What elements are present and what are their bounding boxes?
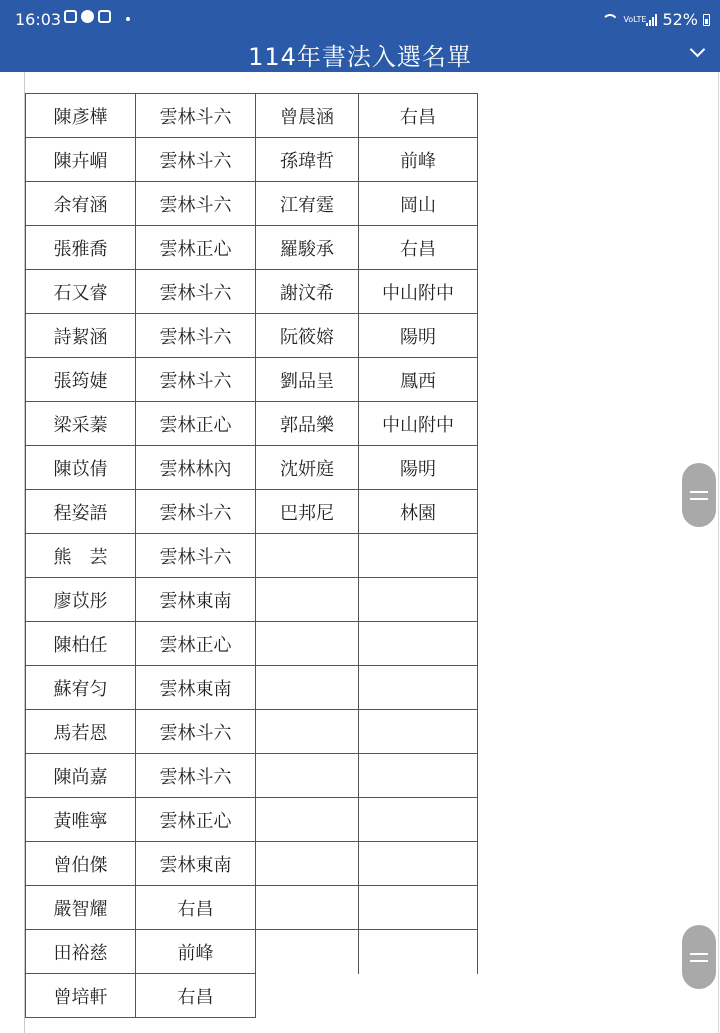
school-cell xyxy=(359,798,478,842)
school-cell: 中山附中 xyxy=(359,270,478,314)
gallery-icon xyxy=(64,10,77,23)
table-row xyxy=(26,314,478,358)
table-row xyxy=(26,754,478,798)
school-cell: 雲林正心 xyxy=(136,402,256,446)
school-cell: 雲林斗六 xyxy=(136,314,256,358)
school-cell: 雲林斗六 xyxy=(136,270,256,314)
school-cell: 雲林東南 xyxy=(136,842,256,886)
student-name-cell: 梁采蓁 xyxy=(26,402,136,446)
school-cell: 雲林正心 xyxy=(136,798,256,842)
school-cell: 雲林正心 xyxy=(136,622,256,666)
student-name-cell: 嚴智耀 xyxy=(26,886,136,930)
table-row xyxy=(26,446,478,490)
school-cell: 雲林斗六 xyxy=(136,94,256,138)
table-row xyxy=(26,226,478,270)
student-name-cell: 沈妍庭 xyxy=(256,446,359,490)
student-name-cell xyxy=(256,534,359,578)
page-right-edge xyxy=(718,72,719,1033)
table-row xyxy=(26,490,478,534)
school-cell: 雲林斗六 xyxy=(136,534,256,578)
facebook-icon xyxy=(81,10,94,23)
table-row xyxy=(26,930,478,974)
student-name-cell: 陳苡倩 xyxy=(26,446,136,490)
school-cell: 雲林東南 xyxy=(136,578,256,622)
table-row xyxy=(26,578,478,622)
school-cell xyxy=(359,534,478,578)
student-name-cell: 曾晨涵 xyxy=(256,94,359,138)
student-name-cell xyxy=(256,578,359,622)
student-name-cell: 程姿語 xyxy=(26,490,136,534)
empty-cell xyxy=(256,974,359,1018)
student-name-cell: 陳尚嘉 xyxy=(26,754,136,798)
school-cell: 岡山 xyxy=(359,182,478,226)
student-name-cell: 陳柏任 xyxy=(26,622,136,666)
student-name-cell xyxy=(256,930,359,974)
student-name-cell: 郭品樂 xyxy=(256,402,359,446)
scroll-handle-icon[interactable] xyxy=(682,463,716,527)
school-cell xyxy=(359,930,478,974)
school-cell xyxy=(359,886,478,930)
school-cell: 右昌 xyxy=(359,226,478,270)
student-name-cell: 曾伯傑 xyxy=(26,842,136,886)
school-cell: 雲林東南 xyxy=(136,666,256,710)
photos-icon xyxy=(98,10,111,23)
student-name-cell: 廖苡彤 xyxy=(26,578,136,622)
school-cell: 雲林斗六 xyxy=(136,138,256,182)
table-row xyxy=(26,402,478,446)
student-name-cell: 巴邦尼 xyxy=(256,490,359,534)
status-time: 16:03 xyxy=(15,10,62,29)
student-name-cell: 江宥霆 xyxy=(256,182,359,226)
app-bar xyxy=(0,0,720,72)
student-name-cell: 孫瑋哲 xyxy=(256,138,359,182)
school-cell xyxy=(359,622,478,666)
scroll-handle-icon[interactable] xyxy=(682,925,716,989)
status-bar xyxy=(0,0,720,36)
table-row xyxy=(26,138,478,182)
school-cell: 雲林斗六 xyxy=(136,182,256,226)
student-name-cell: 陳彥樺 xyxy=(26,94,136,138)
table-row xyxy=(26,798,478,842)
school-cell: 雲林林內 xyxy=(136,446,256,490)
table-row xyxy=(26,974,478,1018)
student-name-cell xyxy=(256,710,359,754)
table-row xyxy=(26,534,478,578)
school-cell: 雲林斗六 xyxy=(136,490,256,534)
status-right xyxy=(602,10,710,29)
student-name-cell xyxy=(256,798,359,842)
volte-icon: VoLTE xyxy=(623,14,647,24)
school-cell: 中山附中 xyxy=(359,402,478,446)
student-name-cell: 陳卉嵋 xyxy=(26,138,136,182)
school-cell: 雲林斗六 xyxy=(136,358,256,402)
roster-table xyxy=(25,93,478,1018)
notification-icons xyxy=(64,10,111,23)
school-cell: 雲林斗六 xyxy=(136,710,256,754)
student-name-cell: 曾培軒 xyxy=(26,974,136,1018)
school-cell: 陽明 xyxy=(359,314,478,358)
student-name-cell xyxy=(256,666,359,710)
student-name-cell: 阮筱嫆 xyxy=(256,314,359,358)
student-name-cell: 馬若恩 xyxy=(26,710,136,754)
student-name-cell: 詩絜涵 xyxy=(26,314,136,358)
student-name-cell: 羅駿承 xyxy=(256,226,359,270)
battery-percent: 52% xyxy=(662,10,698,29)
school-cell xyxy=(359,578,478,622)
student-name-cell: 田裕慈 xyxy=(26,930,136,974)
school-cell: 陽明 xyxy=(359,446,478,490)
battery-icon xyxy=(703,14,710,26)
student-name-cell: 張雅喬 xyxy=(26,226,136,270)
page-title: 114年書法入選名單 xyxy=(248,43,472,71)
table-row xyxy=(26,842,478,886)
more-notifications-icon xyxy=(126,17,130,21)
table-row xyxy=(26,270,478,314)
student-name-cell xyxy=(256,754,359,798)
student-name-cell xyxy=(256,886,359,930)
school-cell xyxy=(359,842,478,886)
school-cell: 右昌 xyxy=(136,886,256,930)
student-name-cell: 熊 芸 xyxy=(26,534,136,578)
table-row xyxy=(26,710,478,754)
school-cell: 右昌 xyxy=(136,974,256,1018)
student-name-cell: 石又睿 xyxy=(26,270,136,314)
student-name-cell: 張筠婕 xyxy=(26,358,136,402)
student-name-cell: 劉品呈 xyxy=(256,358,359,402)
school-cell: 雲林斗六 xyxy=(136,754,256,798)
wifi-icon xyxy=(602,14,618,26)
school-cell xyxy=(359,754,478,798)
student-name-cell xyxy=(256,622,359,666)
student-name-cell: 余宥涵 xyxy=(26,182,136,226)
table-row xyxy=(26,94,478,138)
signal-icon xyxy=(646,14,657,26)
school-cell: 雲林正心 xyxy=(136,226,256,270)
school-cell: 前峰 xyxy=(359,138,478,182)
school-cell xyxy=(359,710,478,754)
student-name-cell: 謝汶希 xyxy=(256,270,359,314)
table-row xyxy=(26,182,478,226)
student-name-cell: 蘇宥匀 xyxy=(26,666,136,710)
table-row xyxy=(26,886,478,930)
table-row xyxy=(26,666,478,710)
school-cell: 右昌 xyxy=(359,94,478,138)
table-row xyxy=(26,358,478,402)
empty-cell xyxy=(359,974,478,1018)
student-name-cell: 黃唯寧 xyxy=(26,798,136,842)
school-cell: 林園 xyxy=(359,490,478,534)
school-cell xyxy=(359,666,478,710)
student-name-cell xyxy=(256,842,359,886)
table-row xyxy=(26,622,478,666)
school-cell: 前峰 xyxy=(136,930,256,974)
school-cell: 鳳西 xyxy=(359,358,478,402)
